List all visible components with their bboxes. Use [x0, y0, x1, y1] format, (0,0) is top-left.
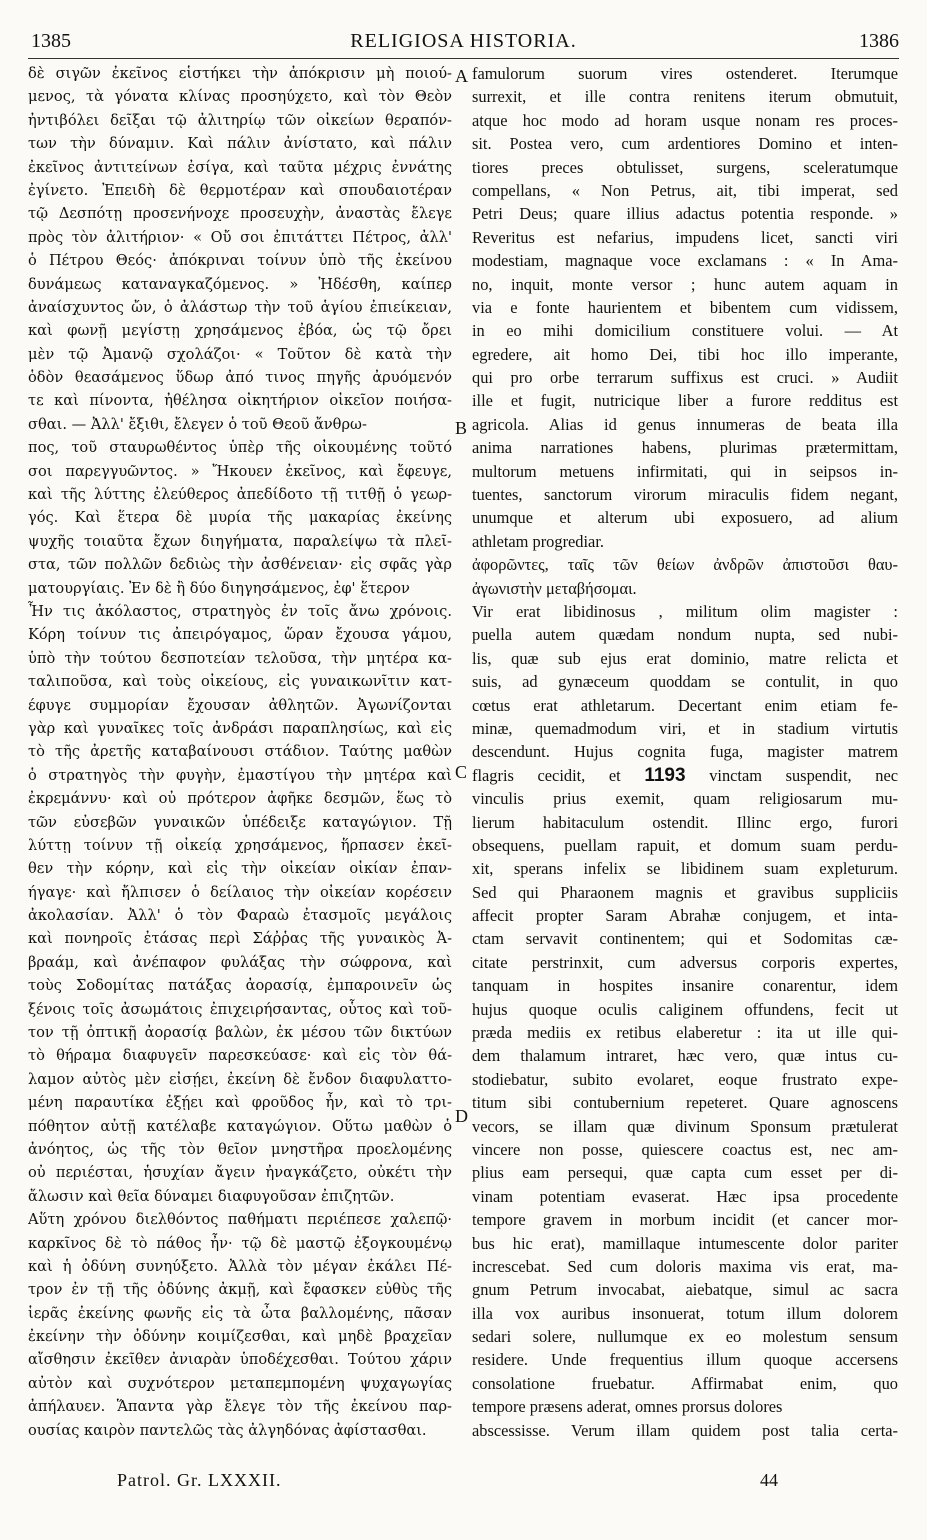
text-line: ἠντιβόλει δεῖξαι τῷ ἀλιτηρίῳ τῶν οἰκείων θεραπόν- — [28, 111, 452, 129]
text-line: Sed qui Pharaonem magnis et gravibus suppliciis — [472, 882, 898, 902]
text-line: μένη παραυτίκα ἐξῄει καὶ φροῦδος ἦν, καὶ τὸ τρι- — [28, 1094, 452, 1112]
text-line: μενος, τὰ γόνατα κλίνας προσηύχετο, καὶ τὸν Θεὸν — [28, 88, 452, 106]
text-line: vecors, se illam quæ divinum Sponsum prætulerat — [472, 1116, 898, 1136]
latin-column — [472, 62, 898, 1442]
text-line: atque hoc modo ad horam usque nonam res proces- — [472, 110, 898, 130]
text-line: λύττῃ τοίνυν τῇ οἰκείᾳ χρησάμενος, ἥρπασεν ἐκεῖ- — [28, 836, 452, 854]
text-line: surrexit, et ille contra renitens iterum obmutuit, — [472, 87, 898, 107]
text-line: λαμον αὐτὸς μὲν εἰσῄει, ἐκείνη δὲ ἔνδον διαφυλαττο- — [28, 1070, 452, 1088]
text-line: ἀνόητος, ὡς τῆς τὸν θεῖον μνηστῆρα προελομένης — [28, 1140, 452, 1158]
text-line: ὑπὸ τὴν τούτου δεσποτείαν τελοῦσα, τὴν μητέρα κα- — [28, 649, 452, 667]
text-line: famulorum suorum vires ostenderet. Iterumque — [472, 64, 898, 83]
line-text: vinctam suspendit, nec — [685, 765, 898, 785]
text-line: unumque et alterum ubi exposuero, ad alium — [472, 508, 898, 528]
text-line: affecit propter Saram Abrahæ conjugem, et inta- — [472, 906, 898, 926]
text-line: τὸ τῆς ἀρετῆς καταβαίνουσι στάδιον. Ταύτης μαθὼν — [28, 743, 452, 761]
text-line: cœtus erat athletarum. Decertant enim etiam fe- — [472, 695, 898, 715]
text-line: qui pro orbe terrarum suffixus est cruci. » Audiit — [472, 368, 898, 388]
text-line: residere. Unde frequentius illum quoque accersens — [472, 1350, 898, 1370]
section-marker-d: D — [455, 1106, 468, 1126]
section-marker-a: A — [455, 66, 468, 86]
text-line: ξένοις τοῖς ἀσωμάτοις ἐπιχειρήσαντας, οὗτος καὶ τοῦ- — [28, 1000, 452, 1018]
text-line: Αὕτη χρόνου διελθόντος παθήματι περιέπεσε χαλεπῷ· — [28, 1211, 452, 1229]
text-line: descendunt. Hujus cognita fuga, magister matrem — [472, 742, 898, 762]
page-number-left: 1385 — [31, 30, 71, 52]
text-line: sit. Postea vero, cum ardentiores Domino et inten- — [472, 134, 898, 154]
text-line: lis, quæ sub ejus erat dominio, matre relicta et — [472, 648, 898, 668]
text-line: βραάμ, καὶ ἀνέπαφον φυλάξας τὴν σώφρονα, καὶ — [28, 953, 452, 971]
text-line: citate perstrinxit, cum adversus corporis expertes, — [472, 952, 898, 972]
line-text: flagris cecidit, et — [472, 765, 645, 785]
text-line: dem thalamum intraret, hæc vero, quæ intus cu- — [472, 1046, 898, 1066]
text-line: vinam potentiam evaserat. Hæc ipsa procedente — [472, 1186, 898, 1206]
text-line: τοὺς Σοδομίτας πατάξας ἀορασίᾳ, ἐμπαροινεῖν ὡς — [28, 977, 452, 995]
text-line: ἐκρεμάννυ· καὶ οὐ πρότερον ἀφῆκε δεσμῶν, ἕως τὸ — [28, 790, 452, 808]
text-line: καὶ φωνῇ μεγίστῃ χρησάμενος ἐβόα, ὡς τῷ ὄρει — [28, 322, 452, 340]
column-number: 1193 — [644, 764, 686, 786]
text-line: athletam progrediar. — [472, 531, 604, 551]
section-marker-b: B — [455, 418, 468, 438]
text-line: ille et fugit, nutricique liber a furore redditus est — [472, 391, 898, 411]
text-line: sedari solere, nullumque ex eo molestum sensum — [472, 1327, 898, 1347]
text-line: puella autem quædam nondum nupta, sed nubi- — [472, 625, 898, 645]
text-line: lierum habitaculum ostendit. Illinc ergo, furori — [472, 812, 898, 832]
footer-signature: 44 — [760, 1470, 778, 1490]
text-line: καρκῖνος δὲ τὸ πάθος ἦν· τῷ δὲ μαστῷ ἐξογκουμένῳ — [28, 1234, 452, 1252]
text-line: ἐκεῖνος ἀντιτείνων ἐσίγα, καὶ ταῦτα μέχρις ἐννάτης — [28, 158, 452, 176]
text-line: Κόρη τοίνυν τις ἀπειρόγαμος, ὥραν ἔχουσα γάμου, — [28, 626, 452, 644]
text-line: ὁδὸν θεασάμενος ὕδωρ ἀπό τινος πηγῆς ἀρυόμενόν — [28, 369, 452, 387]
text-line: gnum Petrum invocabat, aiebatque, simul ac sacra — [472, 1280, 898, 1300]
text-line: των τὴν δύναμιν. Καὶ πάλιν ἀνίστατο, καὶ πάλιν — [28, 135, 452, 153]
text-line: ἀφορῶντες, ταῖς τῶν θείων ἀνδρῶν ἀπιστοῦσι θαυ- — [472, 555, 898, 575]
text-line: compellans, « Non Petrus, ait, tibi imperat, sed — [472, 180, 898, 200]
text-line: ἐκείνην τὴν ὀδύνην κοιμίζεσθαι, καὶ μηδὲ βραχεῖαν — [28, 1328, 452, 1346]
text-line: ουσίας καιρὸν παντελῶς τὰς ἀλγηδόνας ἀφίστασθαι. — [28, 1421, 427, 1439]
text-line: agricola. Alias id genus innumeras de beata illa — [472, 414, 898, 434]
text-line: καὶ πονηροῖς ἐτάσας περὶ Σάῤῥας τῆς γυναικὸς Ἀ- — [28, 930, 452, 948]
text-line: titum sibi contubernium repeteret. Quare agnoscens — [472, 1093, 898, 1113]
text-line: egredere, ait homo Dei, tibi hoc illo imperante, — [472, 344, 898, 364]
text-line: abscessisse. Verum illam quidem post talia certa- — [472, 1420, 898, 1440]
text-line: τρον ἐν τῇ τῆς ὀδύνης ἀκμῇ, καὶ ἔφασκεν εὐθὺς τῆς — [28, 1281, 452, 1299]
text-line: vincere non posse, quiescere coactus est, nec am- — [472, 1139, 898, 1159]
text-line: Reveritus est nefarius, impudens licet, sancti viri — [472, 227, 898, 247]
text-line — [472, 764, 898, 787]
text-line: increscebat. Sed cum doloris maxima vis erat, ma- — [472, 1256, 898, 1276]
text-line: illa vox auribus insonuerat, totum illum dolorem — [472, 1303, 898, 1323]
text-line: πος, τοῦ σταυρωθέντος ὑπὲρ τῆς οἰκουμένης τοῦτό — [28, 439, 452, 457]
text-line: σθαι. — Ἀλλ' ἔξιθι, ἔλεγεν ὁ τοῦ Θεοῦ ἄνθρω- — [28, 415, 367, 433]
text-line: πρὸς τὸν ἀλιτήριον· « Οὔ σοι ἐπιτάττει Πέτρος, ἀλλ' — [28, 228, 452, 246]
text-line: xit, sperans infelix se libidinem suam expleturum. — [472, 859, 898, 879]
text-line: modestiam, magnaque voce exclamans : « In Ama- — [472, 251, 898, 271]
text-line: minæ, quemadmodum viri, et in stadium virtutis — [472, 718, 898, 738]
text-line: consolatione fruebatur. Affirmabat enim, quo — [472, 1373, 898, 1393]
text-line: αὐτὸν καὶ συχνότερον μεταπεμπομένη ψυχαγωγίας — [28, 1374, 452, 1392]
text-line: γός. Καὶ ἕτερα δὲ μυρία τῆς μακαρίας ἐκείνης — [28, 509, 452, 527]
text-line: ὁ στρατηγὸς τὴν φυγὴν, ἐμαστίγου τὴν μητέρα καὶ — [28, 766, 452, 784]
text-line: ἄλωσιν καὶ θεῖα δύναμει διαφυγοῦσαν ἐπιζητῶν. — [28, 1187, 395, 1205]
page-number-right: 1386 — [859, 30, 899, 52]
text-line: τὸ θήραμα διαφυγεῖν παρεσκεύασε· καὶ εἰς τὸν θά- — [28, 1047, 452, 1065]
text-line: Petri Deus; quare illius adactus potentia responde. » — [472, 204, 898, 224]
text-line: ήγαγε· καὶ ἤλπισεν ὁ δείλαιος τὴν οἰκείαν κορέσειν — [28, 883, 452, 901]
text-line: οὐ περιέσται, ἡσυχίαν ἄγειν ἠναγκάζετο, οὐκέτι τὴν — [28, 1164, 452, 1182]
text-line: ταλιποῦσα, καὶ τοὺς οἰκείους, εἰς γυναικωνῖτιν κατ- — [28, 673, 452, 691]
text-line: θεν τὴν κόρην, καὶ εἰς τὴν οἰκείαν οἰκίαν ἐπαν- — [28, 860, 452, 878]
text-line: στα, τῶν πολλῶν δεδιὼς τὴν ἀσθένειαν· εἰς σφᾶς γὰρ — [28, 556, 452, 574]
text-line: ἀπήλαυεν. Ἅπαντα γὰρ ἔλεγε τὸν τῆς ἐκείνου παρ- — [28, 1398, 452, 1416]
text-line: μὲν τῷ Ἀμανῷ σχολάζοι· « Τοῦτον δὲ κατὰ τὴν — [28, 345, 452, 363]
text-line: tuentes, sanctorum virorum miraculis fidem negant, — [472, 485, 898, 505]
text-line: stodiebatur, subito evolaret, eoque frustrato expe- — [472, 1069, 898, 1089]
text-line: τε καὶ πίνοντα, ἠθέλησα οἰκητήριον οἰκεῖον ποιήσα- — [28, 392, 452, 410]
text-line: δυνάμεως καταναγκαζόμενος. » Ἠδέσθη, καίπερ — [28, 275, 452, 293]
section-marker-c: C — [455, 762, 468, 782]
text-line: ἀκολασίαν. Ἀλλ' ὁ τὸν Φαραὼ ἐτασμοῖς μεγάλοις — [28, 907, 452, 925]
text-line: καὶ ἡ ὀδύνη συνηύξετο. Ἀλλὰ τὸν μέγαν ἐκάλει Πέ- — [28, 1257, 452, 1275]
text-line: præda mediis ex retibus elaberetur : ita ut ille qui- — [472, 1023, 898, 1043]
text-line: γὰρ καὶ γυναῖκες τοῖς ἀνδράσι παραπλησίως, καὶ εἰς — [28, 719, 452, 737]
text-line: σοι παρεγγυῶντος. » Ἤκουεν ἐκεῖνος, καὶ ἔφευγε, — [28, 462, 452, 480]
text-line: ἀγωνιστὴν μεταβήσομαι. — [472, 578, 637, 598]
text-line: πόθητον αὐτῇ κατέλαβε καταγώγιον. Οὕτω μαθὼν ὁ — [28, 1117, 452, 1135]
header-rule — [28, 58, 899, 59]
text-line: αἴσθησιν ἐκεῖθεν ἀνιαρὰν ὑποδέχεσθαι. Τούτου χάριν — [28, 1351, 452, 1369]
text-line: vinculis prius exemit, quam religiosarum mu- — [472, 789, 898, 809]
text-line: ἐγίνετο. Ἐπειδὴ δὲ θερμοτέραν καὶ σπουδαιοτέραν — [28, 181, 452, 199]
text-line: ὁ Πέτρου Θεός· ἀπόκριναι τοίνυν ὑπὸ τῆς ἐκείνου — [28, 252, 452, 270]
text-line: suis, ad gynæceum quoddam se contulit, in quo — [472, 672, 898, 692]
text-line: ἀναίσχυντος ὤν, ὁ ἀλάστωρ τὴν τοῦ ἁγίου ἐπιείκειαν, — [28, 298, 452, 316]
text-line: obsequens, puellam rapuit, et domum suam perdu- — [472, 835, 898, 855]
text-line: plius eam persequi, quæ capta cum esset per di- — [472, 1163, 898, 1183]
text-line: anima narrationes habens, plurimas prætermittam, — [472, 438, 898, 458]
text-line: τῷ Δεσπότῃ προσενήνοχε προσευχὴν, ἀναστὰς ἔλεγε — [28, 205, 452, 223]
text-line: tiores preces obtulisset, surgens, sceleratumque — [472, 157, 898, 177]
text-line: δὲ σιγῶν ἐκεῖνος εἱστήκει τὴν ἀπόκρισιν μὴ ποιού- — [28, 65, 452, 82]
text-line: Vir erat libidinosus , militum olim magister : — [472, 601, 898, 621]
text-line: no, inquit, monte versor ; hunc autem aquam in — [472, 274, 898, 294]
text-line: έφυγε συμμορίαν ἔχουσαν ἀθλητῶν. Ἀγωνίζονται — [28, 696, 452, 714]
text-line: Ἦν τις ἀκόλαστος, στρατηγὸς ἐν τοῖς ἄνω χρόνοις. — [28, 602, 452, 620]
footer-patrologia: Patrol. Gr. LXXXII. — [117, 1470, 282, 1490]
text-line: ἱερᾶς ἐκείνης φωνῆς εἰς τὰ ὦτα βαλλομένης, πᾶσαν — [28, 1304, 452, 1322]
text-line: ctam servavit continentem; qui et Sodomitas cæ- — [472, 929, 898, 949]
text-line: ψυχῆς τοιαῦτα ἔχων διηγήματα, παραλείψω τὰ πλεῖ- — [28, 532, 452, 550]
text-line: multorum metuens infirmitati, qui in seipsos in- — [472, 461, 898, 481]
text-line: ματουργίαις. Ἐν δὲ ἢ δύο διηγησάμενος, ἐφ' ἕτερον — [28, 579, 410, 597]
running-title: RELIGIOSA HISTORIA. — [350, 30, 577, 52]
text-line: tempore præsens aderat, omnes prorsus dolores — [472, 1397, 783, 1417]
text-line: τῶν εὐσεβῶν γυναικῶν ὑπέδειξε καταγώγιον. Τῇ — [28, 813, 452, 831]
text-line: hujus quoque oculis caliginem offundens, fecit ut — [472, 999, 898, 1019]
text-line: tempore gravem in morbum incidit (et cancer mor- — [472, 1210, 898, 1230]
text-line: bus hic erat), mamillaque intumescente dolor pariter — [472, 1233, 898, 1253]
text-line: τον τῇ ὀπτικῇ ἀορασίᾳ βαλὼν, ἐκ μέσου τῶν δικτύων — [28, 1024, 452, 1042]
text-line: καὶ τῆς λύττης ἐλεύθερος ἀπεδίδοτο τῇ τιτθῇ ὁ γεωρ- — [28, 486, 452, 504]
text-line: in eo mihi domicilium constituere volui. — At — [472, 321, 898, 341]
text-line: tanquam in hospites insanire conarentur, idem — [472, 976, 898, 996]
greek-column — [28, 62, 452, 1442]
text-line: via e fonte haurientem et bibentem cum vidissem, — [472, 297, 898, 317]
